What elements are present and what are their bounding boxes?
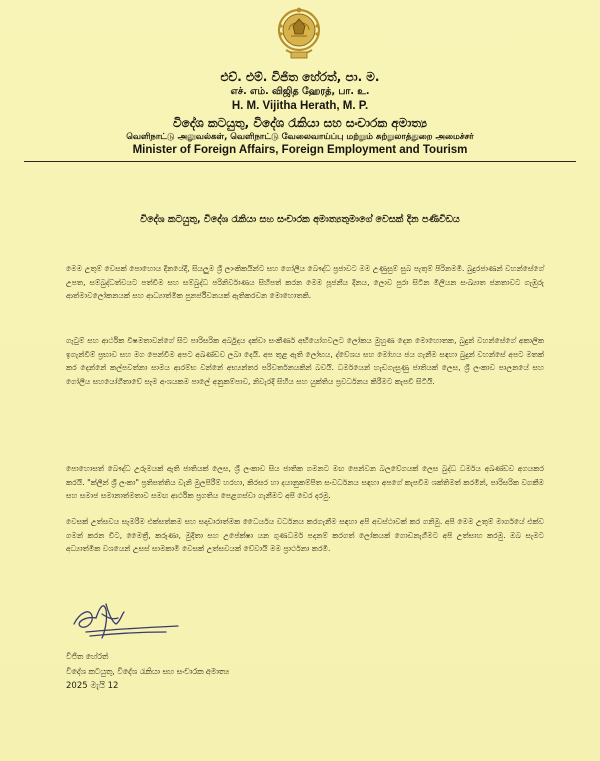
state-emblem-icon [276, 6, 322, 64]
message-date: 2025 මැයි 12 [66, 681, 119, 691]
letterhead-divider [24, 161, 576, 162]
minister-title-english: Minister of Foreign Affairs, Foreign Employment and Tourism [132, 144, 468, 156]
message-paragraph: ගැටුම් සහ ආර්ථික විෂමතාවන්ගේ සිට පාරිසරික අර්බුදය දක්වා සංකීර්ණ අභියෝගවලට ලෝකය මුහුණ දෙන මොහොතක, බුදුන් වහන්සේගේ අකාලික ඉගැන්වීම් ප්‍රභාව සහ මග පෙන්වීම අපට අඛණ්ඩව ලබා දෙයි. අප තුළ ඇති ලෝභය, ද්වේශය සහ මෝහය ජය ගැනීම සඳහා බුදුන් වහන්සේ අපට මතක් කර දෙන්නේ කල්පවත්නා සාමය ආරම්භ වන්නේ අභ්‍යන්තර පරිවර්තනයකින් බවයි. ධර්මයෙන් හැඩගැසුණු ජාතියක් ලෙස, ශ්‍රී ලංකාව පාලනයේ සහ ගෝලීය සහයෝගීතාවේ සෑම අංශයකම පාලේ අනුකම්පාව, නිවැරදි සිහිය සහ යුක්තිය ප්‍රවර්ධනය කිරීමට කැපවී සිටියි. [66, 336, 544, 386]
minister-name-sinhala: එච්. එම්. විජිත හේරත්, පා. ම. [220, 70, 380, 84]
minister-title-sinhala: විදේශ කටයුතු, විදේශ රැකියා සහ සංචාරක අමාත්‍ය [173, 116, 427, 130]
message-heading: විදේශ කටයුතු, විදේශ රැකියා සහ සංචාරක අමාත්‍යතුමාගේ වෙසක් දින පණිවිඩය [140, 214, 460, 225]
signatory-title: විදේශ කටයුතු, විදේශ රැකියා සහ සංචාරක අමාත්‍ය [66, 667, 230, 676]
minister-title-tamil: வெளிநாட்டு அலுவல்கள், வெளிநாட்டு வேலைவாய்ப்பு மற்றும் சுற்றுலாத்துறை அமைச்சர் [126, 132, 474, 142]
minister-name-tamil: எச். எம். விஜித ஹேரத், பா. உ. [230, 86, 370, 97]
signatory-name: විජිත හේරත් [66, 652, 109, 661]
message-paragraph: මෙම උතුම් වෙසක් පොහොය දිනයේදී, සියලුම ශ්‍රී ලාංකිකයින්ට සහ ගෝලීය බෞද්ධ ප්‍රජාවට මම උණුසුම් සුබ පැතුම් පිරිනමමි. බුදුරජාණන් වහන්සේගේ උපත, සම්බුද්ධත්වයට පත්වීම සහ සම්බුද්ධ පරිනිර්වාණය සිහිපත් කරන මෙම පූජනීය දිනය, ලොව පුරා සිටින මිලියන සංඛ්‍යාත ජනතාවට ගැඹුරු ආත්මාවලෝකනයක් සහ ආධ්‍යාත්මික පුනර්ජීවනයක් ඇතිකරවන මොහොතකි. [66, 264, 544, 300]
message-paragraph: වෙසක් උත්සවය සැමරීම එක්සත්කම සහ සදාචාරාත්මක ධෛර්යය වර්ධනය කරගැනීම සඳහා අපි අවස්ථාවක් කර ගනිමු. අපි මෙම උතුම් මාර්ගයේ එක්ව ගමන් කරන විට, මෛත්‍රී, කරුණා, මුදිතා සහ උපේක්ෂා යන ගුණධර්ම පදනම් කරගත් ලෝකයක් ගොඩනැගීමට අපි උත්සාහ කරමු. ඔබ සැමට අධ්‍යාත්මික වශයෙන් උසස් සාමකාමී වෙසක් උත්සවයක් වේවායි මම ප්‍රාර්ථනා කරමි. [66, 517, 544, 553]
signature-image [66, 594, 186, 646]
message-paragraph: පොහොසත් බෞද්ධ උරුමයක් ඇති ජාතියක් ලෙස, ශ්‍රී ලංකාව සිය ජාතික ගමනට මඟ පෙන්වන බලවේගයක් ලෙස බුද්ධ ධර්මය අඛණ්ඩව අගයකර කරයි. "ක්ලීන් ශ්‍රී ලංකා" ප්‍රතිපත්තිය වැනි මුලපිරීම් හරහා, කිරසර හා දයානුකම්පිත සංවර්ධනය සඳහා අපගේ කැපවීම ශක්තිමත් කරමින්, පාරිසරික වගකීම සහ සමාජ සමානාත්මතාව සමඟ ආර්ථික ප්‍රගතිය පෙළගස්වා ගැනීමට අපි වෙර දරමු. [66, 464, 544, 500]
minister-name-english: H. M. Vijitha Herath, M. P. [231, 100, 369, 112]
